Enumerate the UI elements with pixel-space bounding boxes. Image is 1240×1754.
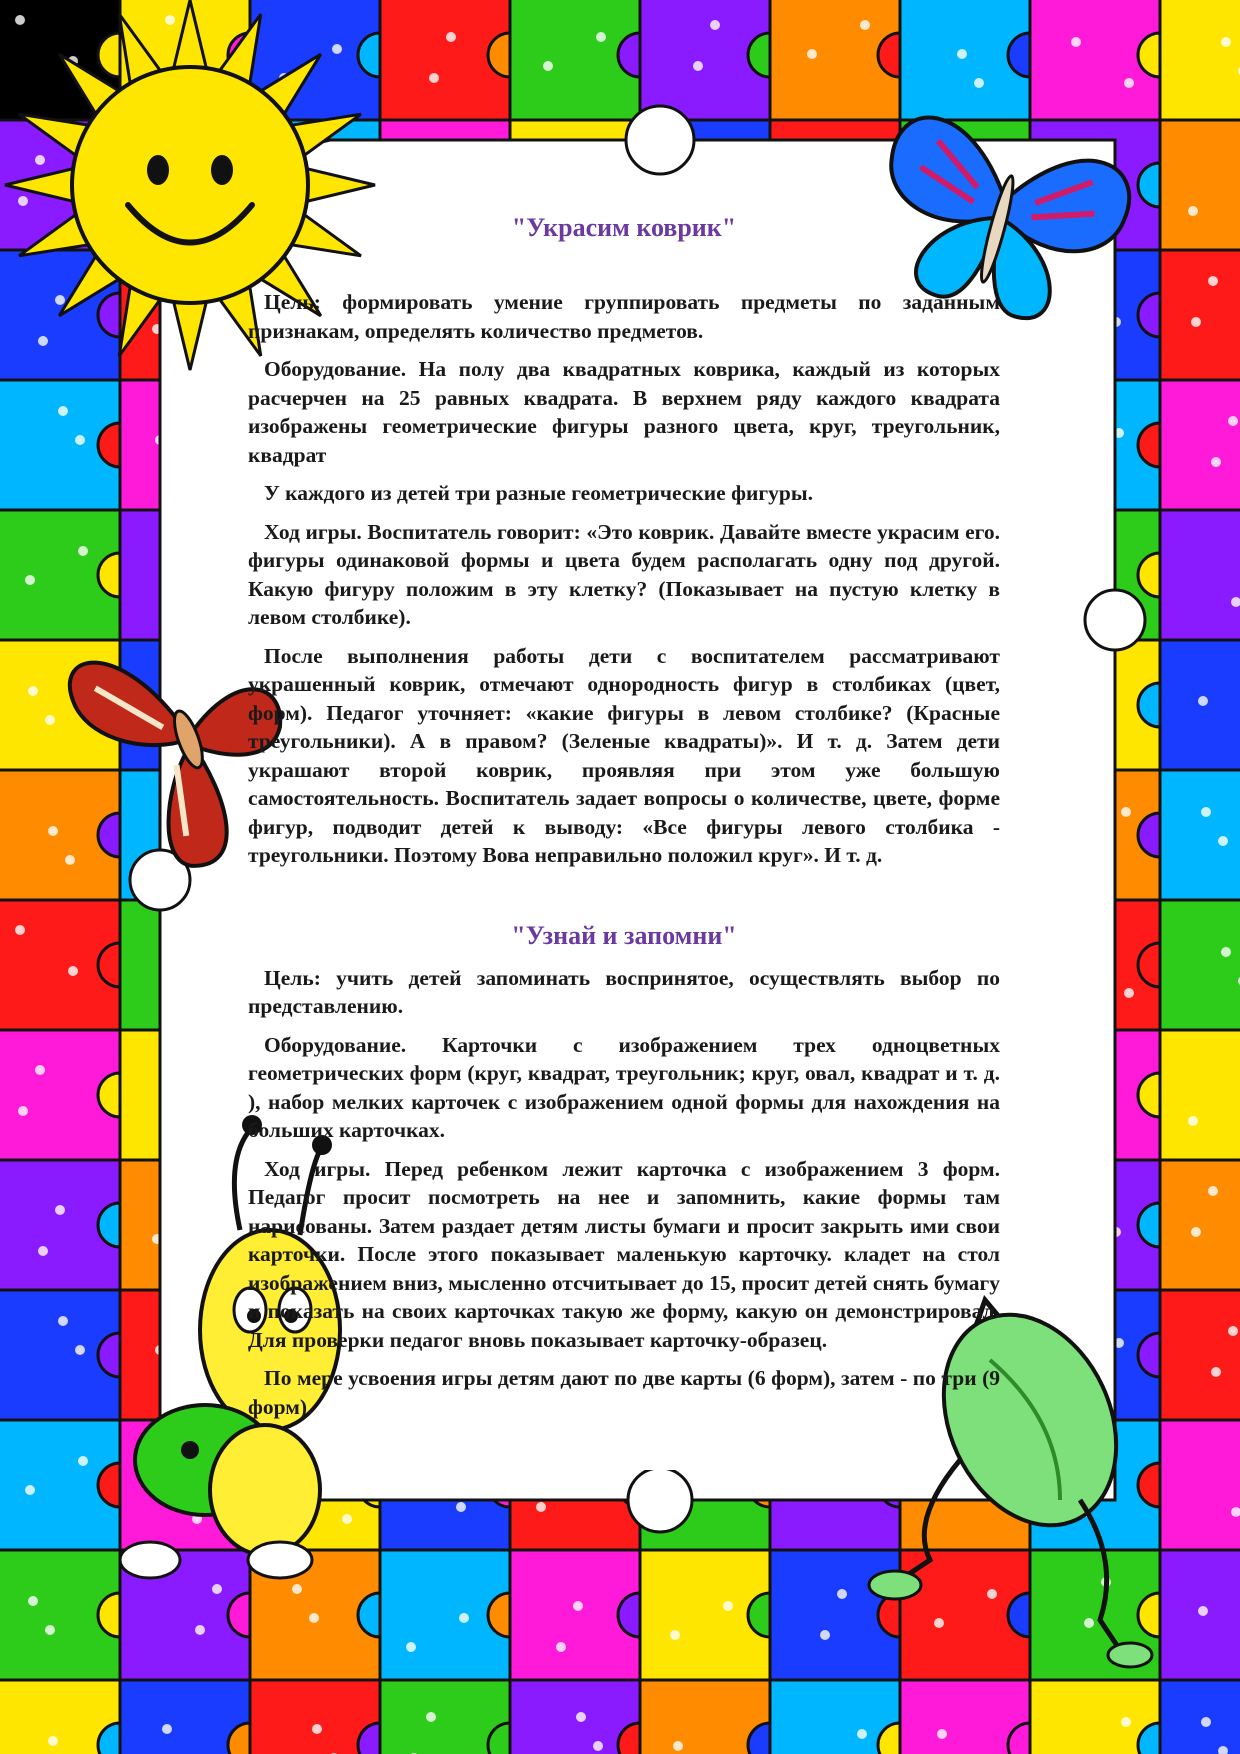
paragraph-game-flow: Ход игры. Перед ребенком лежит карточка с изображением 3 форм. Педагог просит посмотреть на нее и запомнить, какие формы там нарисованы. Затем раздает детям листы бумаги и просит закрыть ими свои карточки. После этого показывает маленькую карточку. кладет на стол изображением вниз, мысленно отсчитывает до 15, просит детей снять бумагу и показать на своих карточках такую же форму, какую он демонстрировал. Для проверки педагог вновь показывает карточку-образец. xyxy=(248,1156,1000,1352)
section-title-decorate-rug: "Украсим коврик" xyxy=(511,213,737,242)
sparkle xyxy=(25,575,35,585)
paragraph-equipment: Оборудование. На полу два квадратных коврика, каждый из которых расчерчен на 25 равных квадрата. В верхнем ряду каждого квадрата изображены геометрические фигуры разного цвета, круг, треугольник, квадрат xyxy=(248,357,1000,467)
sparkle xyxy=(1208,1186,1218,1196)
sparkle xyxy=(75,435,85,445)
sparkle xyxy=(38,1246,48,1256)
sparkle xyxy=(15,925,25,935)
sparkle xyxy=(18,196,28,206)
sparkle xyxy=(987,1589,997,1599)
sparkle xyxy=(55,295,65,305)
sparkle xyxy=(45,715,55,725)
sparkle xyxy=(195,1625,205,1635)
paper-knob xyxy=(1085,590,1145,650)
sparkle xyxy=(35,1065,45,1075)
sparkle xyxy=(536,1502,546,1512)
sparkle xyxy=(1191,317,1201,327)
sparkle xyxy=(1188,206,1198,216)
sparkle xyxy=(165,15,175,25)
sparkle xyxy=(406,1642,416,1652)
puzzle-piece xyxy=(1160,1420,1240,1550)
sparkle xyxy=(48,826,58,836)
sparkle xyxy=(65,855,75,865)
sparkle xyxy=(48,1736,58,1746)
sparkle xyxy=(58,1316,68,1326)
sparkle xyxy=(543,61,553,71)
sparkle xyxy=(860,20,870,30)
sparkle xyxy=(1211,457,1221,467)
sparkle xyxy=(670,1630,680,1640)
sparkle xyxy=(573,1601,583,1611)
sparkle xyxy=(18,1106,28,1116)
section-title-recognize-remember: "Узнай и запомни" xyxy=(511,920,737,950)
puzzle-piece xyxy=(1160,900,1240,1030)
puzzle-piece xyxy=(1160,380,1240,510)
sparkle xyxy=(820,1630,830,1640)
sparkle xyxy=(332,44,342,54)
sparkle xyxy=(55,1205,65,1215)
paper-knob xyxy=(628,1468,692,1532)
sparkle xyxy=(1218,836,1228,846)
sparkle xyxy=(426,1712,436,1722)
sparkle xyxy=(673,1741,683,1751)
sparkle xyxy=(1211,1367,1221,1377)
sparkle xyxy=(1228,1326,1238,1336)
sparkle xyxy=(556,1642,566,1652)
sparkle xyxy=(710,20,720,30)
sparkle xyxy=(1198,1606,1208,1616)
sparkle xyxy=(28,686,38,696)
sparkle xyxy=(78,1456,88,1466)
paragraph-goal: Цель: учить детей запоминать воспринятое, осуществлять выбор по представлению. xyxy=(248,965,1000,1018)
sparkle xyxy=(38,336,48,346)
puzzle-piece xyxy=(1160,1680,1240,1754)
sparkle xyxy=(1201,1717,1211,1727)
sparkle xyxy=(934,1618,944,1628)
sparkle xyxy=(1228,416,1238,426)
sparkle xyxy=(429,73,439,83)
sparkle xyxy=(212,1584,222,1594)
sparkle xyxy=(1084,1618,1094,1628)
sparkle xyxy=(1191,1227,1201,1237)
puzzle-piece xyxy=(1160,120,1240,250)
paragraph-equipment: Оборудование. Карточки с изображением трех одноцветных геометрических форм (круг, квадрат, треугольник; круг, овал, квадрат и т. д. ), набор мелких карточек с изображением одной формы для нахождения на больших карточках. xyxy=(248,1032,1000,1142)
sparkle xyxy=(45,1625,55,1635)
sparkle xyxy=(1221,37,1231,47)
sparkle xyxy=(459,1613,469,1623)
puzzle-piece xyxy=(1160,250,1240,380)
sparkle xyxy=(456,1502,466,1512)
sparkle xyxy=(342,1514,352,1524)
sparkle xyxy=(15,15,25,25)
paragraph-children-shapes: У каждого из детей три разные геометрические фигуры. xyxy=(264,481,813,505)
sparkle xyxy=(1198,696,1208,706)
sparkle xyxy=(593,1741,603,1751)
sparkle xyxy=(1188,1116,1198,1126)
paragraph-game-flow: Ход игры. Воспитатель говорит: «Это коврик. Давайте вместе украсим его. фигуры одинаковой формы и цвета будем располагать одну под другой. Какую фигуру положим в эту клетку? (Показывает на пустую клетку в левом столбике). xyxy=(248,519,1000,629)
puzzle-piece xyxy=(1160,510,1240,640)
sparkle xyxy=(1121,1717,1131,1727)
sparkle xyxy=(25,1485,35,1495)
sparkle xyxy=(446,32,456,42)
sparkle xyxy=(58,406,68,416)
sparkle xyxy=(723,1601,733,1611)
sparkle xyxy=(857,1729,867,1739)
puzzle-piece xyxy=(1160,1290,1240,1420)
sparkle xyxy=(1208,276,1218,286)
sparkle xyxy=(1124,78,1134,88)
sparkle xyxy=(1124,988,1134,998)
sparkle xyxy=(1121,807,1131,817)
sparkle xyxy=(35,155,45,165)
sparkle xyxy=(693,61,703,71)
sparkle xyxy=(68,966,78,976)
sparkle xyxy=(1201,807,1211,817)
sparkle xyxy=(1221,947,1231,957)
sparkle xyxy=(309,1613,319,1623)
paragraph-after-work: После выполнения работы дети с воспитателем рассматривают украшенный коврик, отмечают однородность фигур в столбиках (цвет, форм). Педагог уточняет: «какие фигуры в левом столбике? (Красные треугольники). А в правом? (Зеленые квадраты)». И т. д. Затем дети украшают второй коврик, проявляя при этом уже большую самостоятельность. Воспитатель задает вопросы о количестве, цвете, форме фигур, подводит детей к выводу: «Все фигуры левого столбика - треугольники. Поэтому Вова неправильно положил круг». И т. д. xyxy=(248,643,1000,867)
sparkle xyxy=(807,49,817,59)
paragraph-goal: Цель: формировать умение группировать предметы по заданным признакам, определять количество предметов. xyxy=(248,290,1000,343)
paper-knob xyxy=(626,106,694,174)
sparkle xyxy=(937,1729,947,1739)
sparkle xyxy=(837,1589,847,1599)
paragraph-progression: По мере усвоения игры детям дают по две карты (6 форм), затем - по три (9 форм). xyxy=(248,1366,1000,1419)
sparkle xyxy=(974,78,984,88)
document-body xyxy=(248,200,1000,1431)
puzzle-piece xyxy=(1160,1160,1240,1290)
sparkle xyxy=(1071,37,1081,47)
puzzle-piece xyxy=(1160,0,1240,120)
sparkle xyxy=(162,1724,172,1734)
sparkle xyxy=(576,1712,586,1722)
sparkle xyxy=(78,546,88,556)
sparkle xyxy=(292,1584,302,1594)
puzzle-piece xyxy=(1160,770,1240,900)
puzzle-piece xyxy=(1160,1030,1240,1160)
sparkle xyxy=(312,1724,322,1734)
sparkle xyxy=(75,1345,85,1355)
sparkle xyxy=(596,32,606,42)
sparkle xyxy=(28,1596,38,1606)
sparkle xyxy=(957,49,967,59)
